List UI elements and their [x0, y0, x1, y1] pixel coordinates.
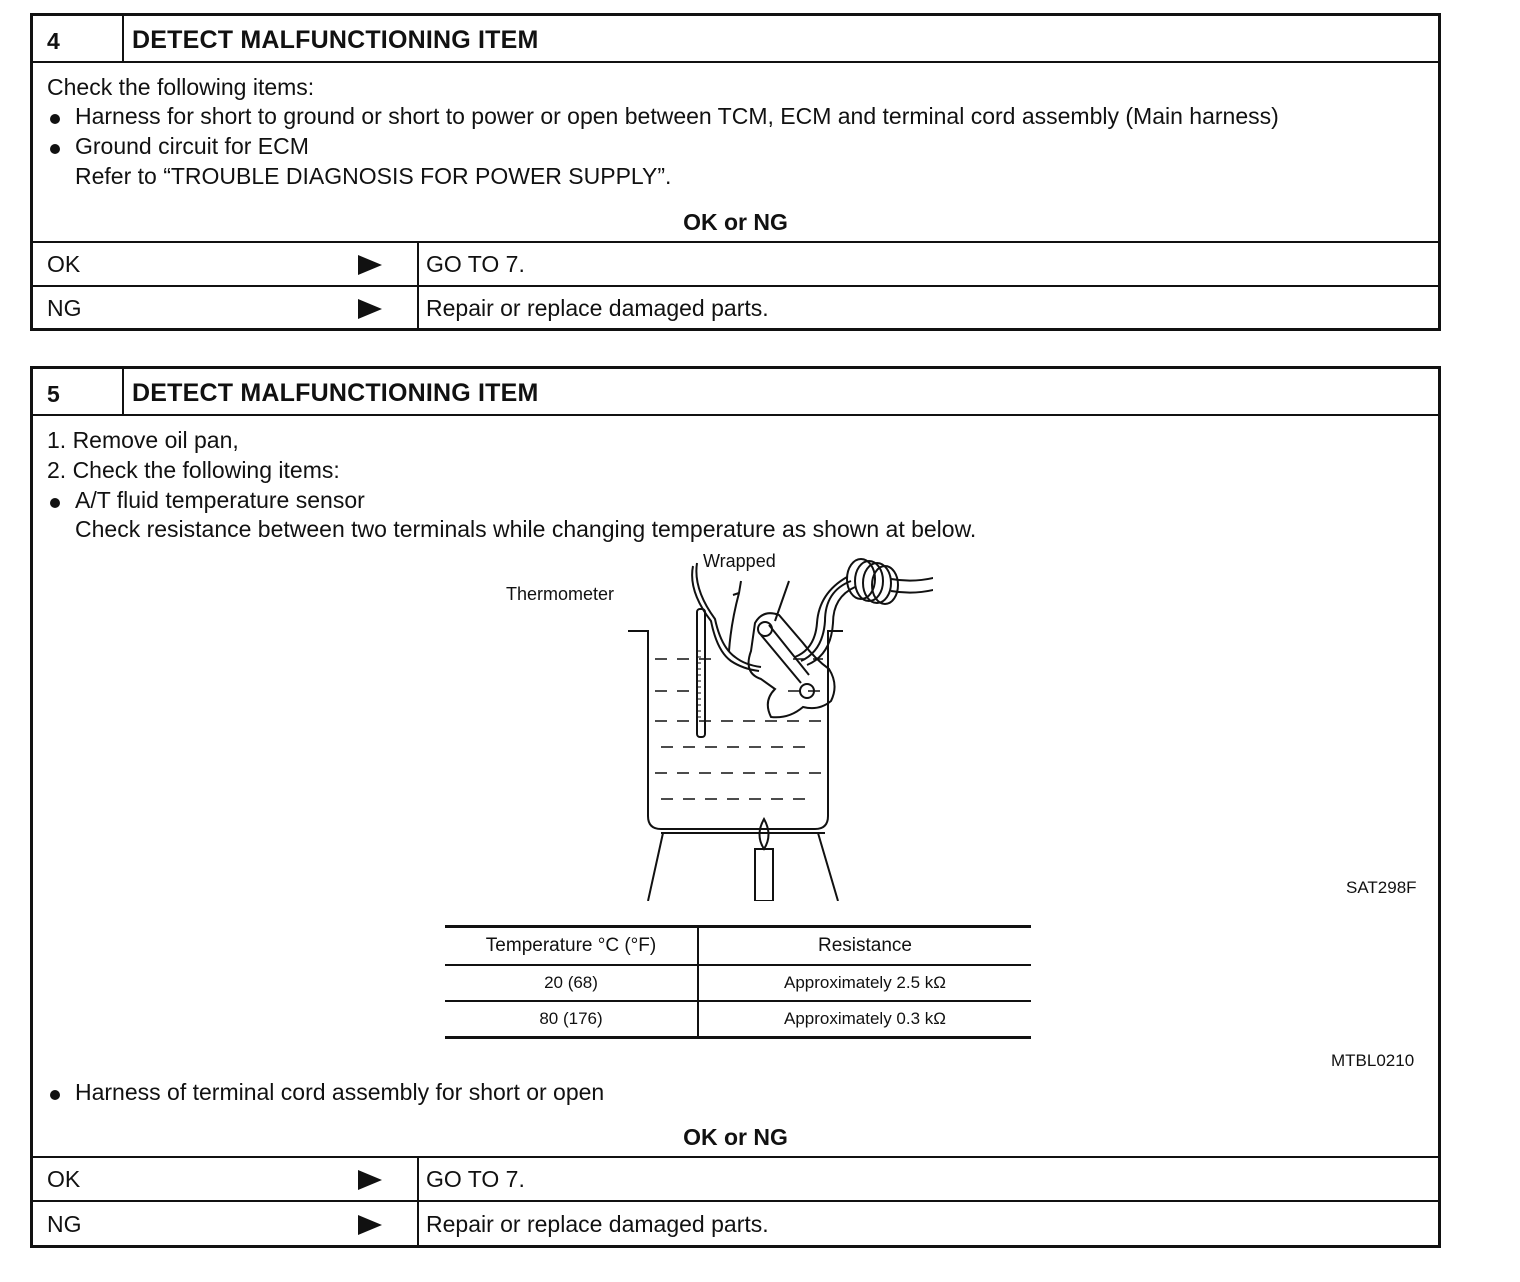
figure-label-wrapped: Wrapped	[703, 551, 776, 571]
arrow-right-icon	[358, 299, 382, 319]
refer-text: Refer to “TROUBLE DIAGNOSIS FOR POWER SUPPLY”.	[75, 163, 672, 189]
check-item: Harness for short to ground or short to power or open between TCM, ECM and terminal cord assembly (Main harness)	[75, 103, 1279, 129]
resistance-table	[445, 925, 1031, 1039]
check-item: Harness of terminal cord assembly for short or open	[75, 1079, 605, 1105]
header-divider	[122, 16, 124, 61]
check-item: Ground circuit for ECM	[75, 133, 309, 159]
resistance-cell: Approximately 2.5 kΩ	[698, 965, 1031, 1001]
arrow-right-icon	[358, 255, 382, 275]
row-divider	[417, 1158, 419, 1200]
row-divider	[417, 1202, 419, 1248]
intro-text: Check the following items:	[47, 74, 315, 100]
step-number: 4	[47, 28, 60, 54]
table-code: MTBL0210	[1331, 1051, 1415, 1070]
row-divider	[417, 243, 419, 285]
ok-label: OK	[47, 1166, 81, 1192]
ok-or-ng-label: OK or NG	[683, 1124, 788, 1150]
column-header-temperature: Temperature °C (°F)	[445, 927, 698, 966]
check-item: A/T fluid temperature sensor	[75, 487, 365, 513]
ok-or-ng-label: OK or NG	[683, 209, 788, 235]
table-row	[445, 1001, 1031, 1038]
arrow-right-icon	[358, 1170, 382, 1190]
ng-label: NG	[47, 295, 82, 321]
temperature-cell: 80 (176)	[445, 1001, 698, 1038]
column-header-resistance: Resistance	[698, 927, 1031, 966]
figure-code: SAT298F	[1346, 878, 1417, 897]
ng-action: Repair or replace damaged parts.	[426, 295, 769, 321]
ng-row	[33, 1200, 1438, 1248]
step-number: 5	[47, 381, 60, 407]
step-title: DETECT MALFUNCTIONING ITEM	[132, 379, 539, 407]
step-4-header	[33, 16, 1438, 63]
ok-row	[33, 241, 1438, 285]
row-divider	[417, 287, 419, 331]
temperature-cell: 20 (68)	[445, 965, 698, 1001]
ng-action: Repair or replace damaged parts.	[426, 1211, 769, 1237]
table-header-row	[445, 927, 1031, 966]
figure-label-thermometer: Thermometer	[506, 584, 615, 604]
instruction-2: 2. Check the following items:	[47, 457, 340, 483]
bullet-icon	[50, 1090, 60, 1100]
bullet-icon	[50, 144, 60, 154]
ok-label: OK	[47, 251, 81, 277]
check-item-detail: Check resistance between two terminals while changing temperature as shown at below.	[75, 516, 977, 542]
header-divider	[122, 369, 124, 414]
table-row	[445, 965, 1031, 1001]
bullet-icon	[50, 498, 60, 508]
step-5-section	[30, 366, 1441, 1248]
arrow-right-icon	[358, 1215, 382, 1235]
sensor-test-illustration	[593, 551, 933, 901]
step-4-section	[30, 13, 1441, 331]
ok-action: GO TO 7.	[426, 251, 525, 277]
ng-label: NG	[47, 1211, 82, 1237]
step-title: DETECT MALFUNCTIONING ITEM	[132, 26, 539, 54]
bullet-icon	[50, 114, 60, 124]
resistance-cell: Approximately 0.3 kΩ	[698, 1001, 1031, 1038]
ng-row	[33, 285, 1438, 331]
step-5-header	[33, 369, 1438, 416]
ok-action: GO TO 7.	[426, 1166, 525, 1192]
ok-row	[33, 1156, 1438, 1200]
instruction-1: 1. Remove oil pan,	[47, 427, 239, 453]
